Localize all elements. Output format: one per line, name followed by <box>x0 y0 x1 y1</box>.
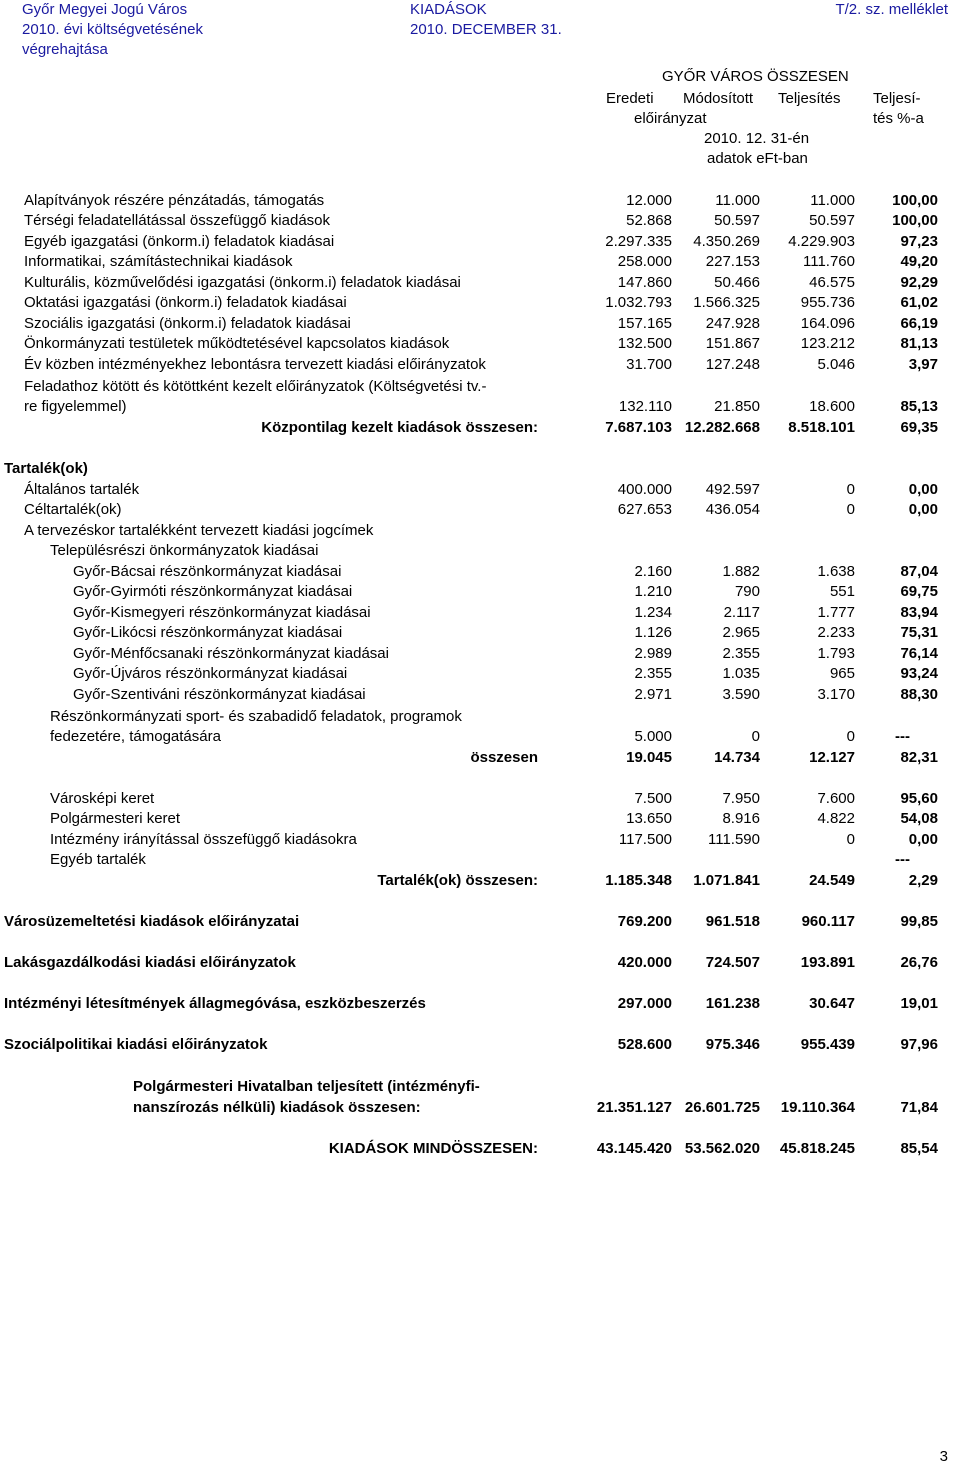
cell-eredeti: 31.700 <box>626 356 672 373</box>
row-label: Győr-Gyirmóti részönkormányzat kiadásai <box>73 583 353 600</box>
row-label: Polgármesteri Hivatalban teljesített (intézményfi- <box>133 1078 480 1095</box>
cell-teljesites: 18.600 <box>809 398 855 415</box>
row-label: Részönkormányzati sport- és szabadidő feladatok, programok <box>50 708 462 725</box>
cell-modositott: 50.597 <box>714 212 760 229</box>
row-label: Intézmény irányítással összefüggő kiadásokra <box>50 831 357 848</box>
table-row <box>0 684 960 705</box>
table-row <box>0 726 960 747</box>
row-label: Lakásgazdálkodási kiadási előirányzatok <box>4 954 296 971</box>
row-label: Győr-Kismegyeri részönkormányzat kiadásai <box>73 604 371 621</box>
column-pct-sub: tés %-a <box>873 110 924 127</box>
cell-pct: 81,13 <box>900 335 938 352</box>
cell-teljesites: 1.638 <box>817 563 855 580</box>
cell-eredeti: 12.000 <box>626 192 672 209</box>
table-row <box>0 479 960 500</box>
table-row <box>0 333 960 354</box>
table-row <box>0 251 960 272</box>
row-label: Győr-Likócsi részönkormányzat kiadásai <box>73 624 343 641</box>
cell-teljesites: 0 <box>846 728 855 745</box>
column-unit: adatok eFt-ban <box>707 150 808 167</box>
table-row <box>0 354 960 375</box>
table-row <box>0 849 960 870</box>
cell-teljesites: 12.127 <box>809 749 855 766</box>
cell-pct: 85,54 <box>900 1140 938 1157</box>
cell-eredeti: 117.500 <box>618 831 672 848</box>
cell-pct: 100,00 <box>892 192 938 209</box>
cell-teljesites: 24.549 <box>809 872 855 889</box>
cell-pct: 97,96 <box>900 1036 938 1053</box>
column-eredeti: Eredeti <box>606 90 654 107</box>
cell-modositott: 11.000 <box>715 192 760 209</box>
row-label: Városképi keret <box>50 790 155 807</box>
cell-pct: --- <box>895 851 910 868</box>
cell-teljesites: 2.233 <box>817 624 855 641</box>
cell-teljesites: 0 <box>846 481 855 498</box>
cell-eredeti: 2.989 <box>634 645 672 662</box>
cell-teljesites: 0 <box>846 831 855 848</box>
cell-teljesites: 3.170 <box>817 686 855 703</box>
cell-modositott: 2.965 <box>722 624 760 641</box>
cell-pct: 0,00 <box>908 831 938 848</box>
cell-eredeti: 1.185.348 <box>605 872 672 889</box>
cell-modositott: 26.601.725 <box>684 1099 760 1116</box>
cell-modositott: 227.153 <box>705 253 760 270</box>
header-right: T/2. sz. melléklet <box>835 1 948 18</box>
column-pct: Teljesí- <box>873 90 921 107</box>
cell-eredeti: 7.687.103 <box>605 419 672 436</box>
row-label: Céltartalék(ok) <box>24 501 122 518</box>
row-label: Központilag kezelt kiadások összesen: <box>261 419 538 436</box>
table-row <box>0 706 960 727</box>
table-row-section <box>0 952 960 973</box>
header-center <box>410 0 562 40</box>
cell-modositott: 961.518 <box>705 913 760 930</box>
cell-modositott: 8.916 <box>722 810 760 827</box>
table-row <box>0 581 960 602</box>
cell-eredeti: 420.000 <box>617 954 672 971</box>
cell-pct: 0,00 <box>908 481 938 498</box>
row-label: Alapítványok részére pénzátadás, támogatás <box>24 192 325 209</box>
row-label: KIADÁSOK MINDÖSSZESEN: <box>328 1140 538 1157</box>
cell-pct: 3,97 <box>908 356 938 373</box>
table-row-section <box>0 1034 960 1055</box>
cell-modositott: 790 <box>734 583 760 600</box>
cell-eredeti: 400.000 <box>617 481 672 498</box>
cell-pct: 69,35 <box>900 419 938 436</box>
cell-pct: 87,04 <box>900 563 938 580</box>
column-date: 2010. 12. 31-én <box>704 130 810 147</box>
cell-teljesites: 1.777 <box>817 604 855 621</box>
table-row-section <box>0 993 960 1014</box>
table-row <box>0 1076 960 1097</box>
column-group-title: GYŐR VÁROS ÖSSZESEN <box>662 68 849 85</box>
row-label: fedezetére, támogatására <box>50 728 221 745</box>
row-label: Szociális igazgatási (önkorm.i) feladatok kiadásai <box>24 315 351 332</box>
cell-eredeti: 13.650 <box>626 810 672 827</box>
cell-teljesites: 7.600 <box>817 790 855 807</box>
cell-teljesites: 5.046 <box>817 356 855 373</box>
cell-pct: 85,13 <box>900 398 938 415</box>
cell-eredeti: 132.110 <box>618 398 672 415</box>
cell-teljesites: 965 <box>829 665 855 682</box>
cell-modositott: 1.035 <box>722 665 760 682</box>
row-label: Polgármesteri keret <box>50 810 181 827</box>
cell-teljesites: 111.760 <box>803 253 855 270</box>
cell-eredeti: 1.126 <box>634 624 672 641</box>
cell-modositott: 492.597 <box>705 481 760 498</box>
cell-pct: 100,00 <box>892 212 938 229</box>
cell-teljesites: 123.212 <box>800 335 855 352</box>
row-label: re figyelemmel) <box>24 398 127 415</box>
cell-modositott: 0 <box>751 728 760 745</box>
cell-pct: 61,02 <box>900 294 938 311</box>
table-row-total <box>0 1097 960 1118</box>
cell-teljesites: 11.000 <box>810 192 855 209</box>
row-label: Győr-Bácsai részönkormányzat kiadásai <box>73 563 342 580</box>
header-left <box>22 0 203 60</box>
table-row <box>0 663 960 684</box>
cell-pct: 97,23 <box>900 233 938 250</box>
cell-teljesites: 46.575 <box>809 274 855 291</box>
row-label: Önkormányzati testületek működtetésével kapcsolatos kiadások <box>24 335 450 352</box>
cell-pct: 19,01 <box>900 995 938 1012</box>
cell-pct: 99,85 <box>900 913 938 930</box>
cell-teljesites: 30.647 <box>809 995 855 1012</box>
cell-pct: 71,84 <box>900 1099 938 1116</box>
cell-teljesites: 19.110.364 <box>780 1099 855 1116</box>
row-label: Térségi feladatellátással összefüggő kiadások <box>24 212 331 229</box>
cell-teljesites: 4.229.903 <box>788 233 855 250</box>
cell-teljesites: 955.439 <box>800 1036 855 1053</box>
table-row <box>0 292 960 313</box>
table-row <box>0 520 960 541</box>
row-label: Győr-Ménfőcsanaki részönkormányzat kiadásai <box>73 645 389 662</box>
cell-modositott: 247.928 <box>705 315 760 332</box>
table-row <box>0 829 960 850</box>
row-label: Év közben intézményekhez lebontásra tervezett kiadási előirányzatok <box>24 356 486 373</box>
table-row-total <box>0 417 960 438</box>
cell-eredeti: 21.351.127 <box>596 1099 672 1116</box>
table-row <box>0 808 960 829</box>
cell-modositott: 1.071.841 <box>693 872 760 889</box>
row-label: Általános tartalék <box>24 481 140 498</box>
cell-pct: 92,29 <box>900 274 938 291</box>
cell-modositott: 2.355 <box>722 645 760 662</box>
row-label: Oktatási igazgatási (önkorm.i) feladatok kiadásai <box>24 294 347 311</box>
row-label: Tartalék(ok) összesen: <box>377 872 538 889</box>
table-row-section <box>0 911 960 932</box>
section-heading <box>0 458 960 479</box>
cell-eredeti: 19.045 <box>626 749 672 766</box>
cell-pct: 2,29 <box>908 872 938 889</box>
table-row-grand-total <box>0 1138 960 1159</box>
cell-eredeti: 1.032.793 <box>605 294 672 311</box>
table-row <box>0 376 960 397</box>
cell-pct: 69,75 <box>900 583 938 600</box>
cell-eredeti: 528.600 <box>617 1036 672 1053</box>
cell-pct: --- <box>895 728 910 745</box>
cell-modositott: 12.282.668 <box>684 419 760 436</box>
row-label: A tervezéskor tartalékként tervezett kiadási jogcímek <box>24 522 374 539</box>
cell-eredeti: 2.355 <box>634 665 672 682</box>
cell-eredeti: 2.297.335 <box>605 233 672 250</box>
cell-pct: 66,19 <box>900 315 938 332</box>
table-row-subtotal <box>0 747 960 768</box>
header-left-line: végrehajtása <box>22 41 108 58</box>
cell-modositott: 436.054 <box>705 501 760 518</box>
cell-pct: 88,30 <box>900 686 938 703</box>
cell-teljesites: 193.891 <box>800 954 855 971</box>
cell-teljesites: 960.117 <box>801 913 855 930</box>
cell-pct: 83,94 <box>900 604 938 621</box>
header-center-line: 2010. DECEMBER 31. <box>410 21 562 38</box>
cell-teljesites: 955.736 <box>800 294 855 311</box>
table-row <box>0 396 960 417</box>
row-label: nanszírozás nélküli) kiadások összesen: <box>133 1099 421 1116</box>
cell-eredeti: 7.500 <box>634 790 672 807</box>
table-row <box>0 602 960 623</box>
cell-modositott: 3.590 <box>722 686 760 703</box>
cell-modositott: 161.238 <box>705 995 760 1012</box>
row-label: Feladathoz kötött és kötöttként kezelt előirányzatok (Költségvetési tv.- <box>24 378 487 395</box>
table-row <box>0 643 960 664</box>
cell-teljesites: 45.818.245 <box>779 1140 855 1157</box>
cell-eredeti: 2.160 <box>634 563 672 580</box>
cell-teljesites: 1.793 <box>817 645 855 662</box>
header-left-line: 2010. évi költségvetésének <box>22 21 203 38</box>
row-label: Intézményi létesítmények állagmegóvása, eszközbeszerzés <box>4 995 426 1012</box>
cell-modositott: 1.882 <box>722 563 760 580</box>
cell-modositott: 14.734 <box>714 749 760 766</box>
table-row <box>0 561 960 582</box>
cell-modositott: 21.850 <box>714 398 760 415</box>
table-row <box>0 622 960 643</box>
table-row <box>0 272 960 293</box>
cell-pct: 75,31 <box>900 624 938 641</box>
page-number: 3 <box>939 1448 948 1465</box>
cell-eredeti: 157.165 <box>617 315 672 332</box>
cell-modositott: 7.950 <box>722 790 760 807</box>
cell-modositott: 53.562.020 <box>684 1140 760 1157</box>
cell-pct: 54,08 <box>900 810 938 827</box>
table-row <box>0 231 960 252</box>
cell-pct: 26,76 <box>900 954 938 971</box>
cell-modositott: 127.248 <box>705 356 760 373</box>
cell-teljesites: 551 <box>829 583 855 600</box>
cell-teljesites: 164.096 <box>800 315 855 332</box>
table-row <box>0 313 960 334</box>
cell-eredeti: 2.971 <box>634 686 672 703</box>
cell-eredeti: 1.210 <box>634 583 672 600</box>
cell-pct: 93,24 <box>900 665 938 682</box>
header-center-line: KIADÁSOK <box>410 1 487 18</box>
cell-modositott: 4.350.269 <box>693 233 760 250</box>
row-label: Tartalék(ok) <box>4 460 88 477</box>
cell-teljesites: 0 <box>846 501 855 518</box>
table-row <box>0 210 960 231</box>
cell-eredeti: 1.234 <box>634 604 672 621</box>
row-label: Egyéb igazgatási (önkorm.i) feladatok kiadásai <box>24 233 335 250</box>
cell-eredeti: 769.200 <box>617 913 672 930</box>
cell-modositott: 724.507 <box>705 954 760 971</box>
column-modositott: Módosított <box>683 90 754 107</box>
row-label: Településrészi önkormányzatok kiadásai <box>50 542 319 559</box>
cell-pct: 49,20 <box>900 253 938 270</box>
cell-pct: 76,14 <box>900 645 938 662</box>
cell-modositott: 975.346 <box>705 1036 760 1053</box>
row-label: Szociálpolitikai kiadási előirányzatok <box>4 1036 268 1053</box>
cell-modositott: 50.466 <box>714 274 760 291</box>
cell-modositott: 2.117 <box>723 604 760 621</box>
row-label: Egyéb tartalék <box>50 851 146 868</box>
cell-teljesites: 50.597 <box>809 212 855 229</box>
cell-eredeti: 297.000 <box>617 995 672 1012</box>
table-row <box>0 499 960 520</box>
cell-modositott: 111.590 <box>708 831 760 848</box>
cell-modositott: 1.566.325 <box>693 294 760 311</box>
cell-teljesites: 4.822 <box>817 810 855 827</box>
table-row-subtotal <box>0 870 960 891</box>
cell-modositott: 151.867 <box>705 335 760 352</box>
cell-pct: 0,00 <box>908 501 938 518</box>
cell-eredeti: 147.860 <box>617 274 672 291</box>
cell-eredeti: 627.653 <box>617 501 672 518</box>
row-label: Győr-Újváros részönkormányzat kiadásai <box>73 665 348 682</box>
cell-teljesites: 8.518.101 <box>788 419 855 436</box>
table-row <box>0 190 960 211</box>
row-label: Városüzemeltetési kiadások előirányzatai <box>4 913 300 930</box>
table-row <box>0 540 960 561</box>
column-teljesites: Teljesítés <box>778 90 841 107</box>
cell-eredeti: 43.145.420 <box>596 1140 672 1157</box>
cell-pct: 82,31 <box>900 749 938 766</box>
row-label: Győr-Szentiváni részönkormányzat kiadásai <box>73 686 366 703</box>
header-left-line: Győr Megyei Jogú Város <box>22 1 188 18</box>
cell-eredeti: 5.000 <box>634 728 672 745</box>
table-row <box>0 788 960 809</box>
column-modositott-sub: előirányzat <box>634 110 707 127</box>
cell-pct: 95,60 <box>900 790 938 807</box>
cell-eredeti: 52.868 <box>626 212 672 229</box>
row-label: Kulturális, közművelődési igazgatási (önkorm.i) feladatok kiadásai <box>24 274 461 291</box>
cell-eredeti: 132.500 <box>617 335 672 352</box>
row-label: összesen <box>470 749 538 766</box>
cell-eredeti: 258.000 <box>617 253 672 270</box>
row-label: Informatikai, számítástechnikai kiadások <box>24 253 293 270</box>
